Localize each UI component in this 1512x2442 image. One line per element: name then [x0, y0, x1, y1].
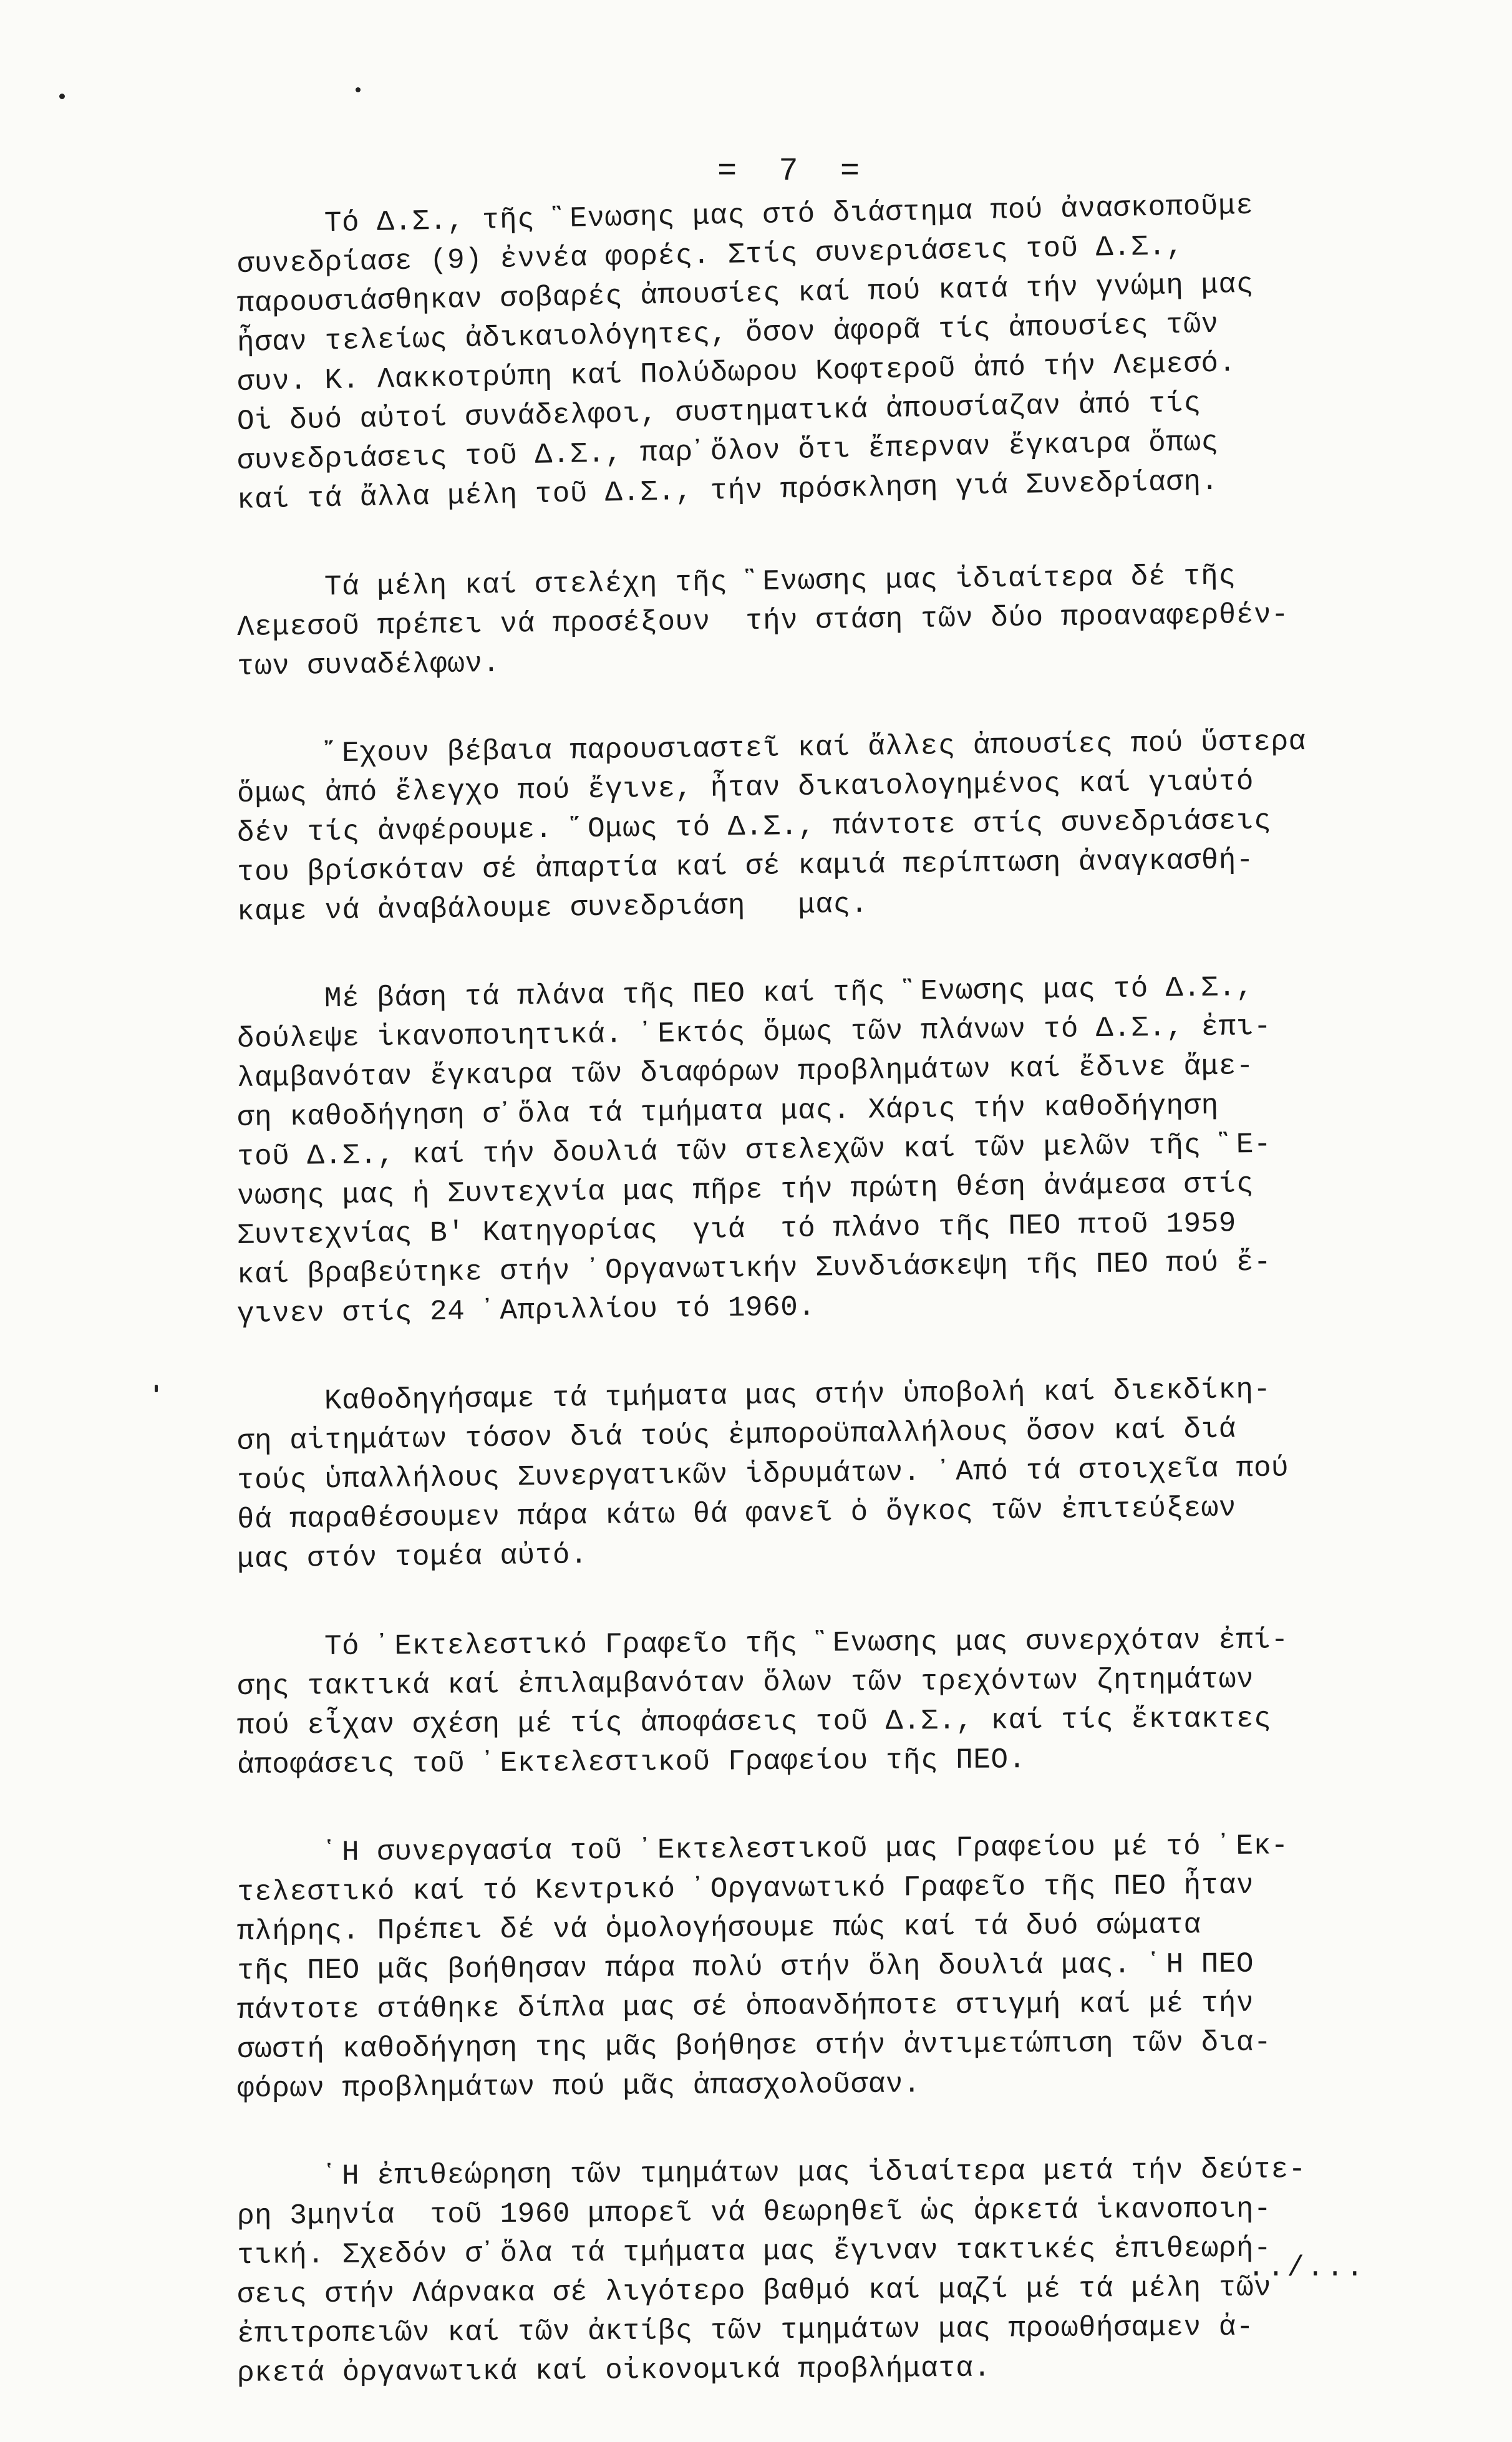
text-line: δούλεψε ἱκανοποιητικά. ᾿Εκτός ὅμως τῶν πλάνων τό Δ.Σ., ἐπι-: [236, 1010, 1272, 1055]
text-line: νωσης μας ἡ Συντεχνία μας πῆρε τήν πρώτη θέση ἀνάμεσα στίς: [236, 1168, 1254, 1213]
text-line: συνεδριάσεις τοῦ Δ.Σ., παρ᾽ὅλον ὅτι ἔπερναν ἔγκαιρα ὅπως: [236, 425, 1219, 477]
text-line: ῾Η ἐπιθεώρηση τῶν τμημάτων μας ἰδιαίτερα μετά τήν δεύτε-: [324, 2153, 1306, 2193]
document-body: [236, 189, 1422, 2442]
text-line: μας στόν τομέα αὐτό.: [236, 1539, 588, 1576]
text-line: συν. Κ. Λακκοτρύπη καί Πολύδωρου Κοφτεροῦ ἀπό τήν Λεμεσό.: [236, 347, 1237, 399]
paragraph-cooperation: [236, 1829, 1422, 2109]
text-line: Τό Δ.Σ., τῆς ῝Ενωσης μας στό διάστημα πού ἀνασκοποῦμε: [324, 189, 1254, 240]
paragraph-board-meetings: [236, 189, 1422, 520]
text-line: καί τά ἄλλα μέλη τοῦ Δ.Σ., τήν πρόσκληση γιά Συνεδρίαση.: [236, 465, 1219, 516]
page-number: = 7 =: [717, 153, 871, 190]
continuation-mark: ../...: [1248, 2252, 1366, 2284]
text-line: καμε νά ἀναβάλουμε συνεδριάση μας.: [236, 888, 869, 928]
text-line: θά παραθέσουμεν πάρα κάτω θά φανεῖ ὁ ὄγκος τῶν ἐπιτεύξεων: [236, 1491, 1237, 1536]
scan-speck: [356, 87, 361, 92]
text-line: Μέ βάση τά πλάνα τῆς ΠΕΟ καί τῆς ῝Ενωσης μας τό Δ.Σ.,: [324, 971, 1254, 1015]
text-line: ῾Η συνεργασία τοῦ ᾿Εκτελεστικοῦ μας Γραφείου μέ τό ᾿Εκ-: [324, 1829, 1289, 1869]
text-line: τική. Σχεδόν σ᾽ὅλα τά τμήματα μας ἔγιναν τακτικές ἐπιθεωρή-: [236, 2232, 1272, 2272]
text-line: ρκετά ὀργανωτικά καί οἰκονομικά προβλήματα.: [236, 2352, 991, 2390]
text-line: ἐπιτροπειῶν καί τῶν ἀκτίβς τῶν τμημάτων μας προωθήσαμεν ἀ-: [236, 2310, 1254, 2350]
text-line: Συντεχνίας Β' Κατηγορίας γιά τό πλάνο τῆς ΠΕΟ πτοῦ 1959: [236, 1207, 1237, 1252]
text-line: καί βραβεύτηκε στήν ᾿Οργανωτικήν Συνδιάσκεψη τῆς ΠΕΟ πού ἔ-: [236, 1246, 1272, 1291]
text-line: τελεστικό καί τό Κεντρικό ᾿Οργανωτικό Γραφεῖο τῆς ΠΕΟ ἦταν: [236, 1869, 1254, 1909]
paragraph-other-absences: [236, 725, 1422, 932]
text-line: πλήρης. Πρέπει δέ νά ὁμολογήσουμε πώς καί τά δυό σώματα: [236, 1909, 1201, 1948]
text-line: ἀποφάσεις τοῦ ᾿Εκτελεστικοῦ Γραφείου τῆς ΠΕΟ.: [236, 1743, 1026, 1781]
scan-speck: [155, 1385, 158, 1392]
text-line: ρη 3μηνία τοῦ 1960 μπορεῖ νά θεωρηθεῖ ὡς ἀρκετά ἱκανοποιη-: [236, 2192, 1272, 2232]
text-line: δέν τίς ἀνφέρουμε. ῞Ομως τό Δ.Σ., πάντοτε στίς συνεδριάσεις: [236, 804, 1272, 850]
text-line: σεις στήν Λάρνακα σέ λιγότερο βαθμό καί μαζί μέ τά μέλη τῶν: [236, 2271, 1272, 2311]
text-line: σης τακτικά καί ἐπιλαμβανόταν ὅλων τῶν τρεχόντων ζητημάτων: [236, 1663, 1254, 1703]
paragraph-demands: [236, 1373, 1422, 1579]
text-line: ση αἰτημάτων τόσον διά τούς ἐμποροϋπαλλήλους ὅσον καί διά: [236, 1413, 1237, 1458]
text-line: πάντοτε στάθηκε δίπλα μας σέ ὁποανδήποτε στιγμή καί μέ τήν: [236, 1987, 1254, 2027]
paragraph-peo-plans: [236, 971, 1422, 1334]
text-line: ῎Εχουν βέβαια παρουσιαστεῖ καί ἄλλες ἀπουσίες πού ὕστερα: [324, 725, 1307, 770]
text-line: συνεδρίασε (9) ἐννέα φορές. Στίς συνεριάσεις τοῦ Δ.Σ.,: [236, 230, 1184, 281]
text-line: παρουσιάσθηκαν σοβαρές ἀπουσίες καί πού κατά τήν γνώμη μας: [236, 268, 1254, 320]
text-line: ση καθοδήγηση σ᾽ὅλα τά τμήματα μας. Χάρις τήν καθοδήγηση: [236, 1089, 1219, 1134]
text-line: λαμβανόταν ἔγκαιρα τῶν διαφόρων προβλημάτων καί ἔδινε ἄμε-: [236, 1050, 1254, 1095]
text-line: Οἱ δυό αὐτοί συνάδελφοι, συστηματικά ἀπουσίαζαν ἀπό τίς: [236, 387, 1201, 438]
text-line: του βρίσκόταν σέ ἀπαρτία καί σέ καμιά περίπτωση ἀναγκασθή-: [236, 844, 1254, 889]
text-line: ἦσαν τελείως ἀδικαιολόγητες, ὅσον ἀφορᾶ τίς ἀπουσίες τῶν: [236, 308, 1219, 359]
text-line: ὅμως ἀπό ἔλεγχο πού ἔγινε, ἦταν δικαιολογημένος καί γιαὐτό: [236, 765, 1254, 810]
scan-speck: [59, 94, 65, 99]
text-line: πού εἶχαν σχέση μέ τίς ἀποφάσεις τοῦ Δ.Σ., καί τίς ἔκτακτες: [236, 1702, 1272, 1742]
text-line: φόρων προβλημάτων πού μᾶς ἀπασχολοῦσαν.: [236, 2068, 921, 2105]
paragraph-inspection: [236, 2153, 1422, 2393]
text-line: τοῦ Δ.Σ., καί τήν δουλιά τῶν στελεχῶν καί τῶν μελῶν τῆς ῝Ε-: [236, 1128, 1272, 1173]
text-line: Λεμεσοῦ πρέπει νά προσέξουν τήν στάση τῶν δύο προαναφερθέν-: [236, 598, 1289, 644]
paragraph-executive-office: [236, 1624, 1422, 1785]
text-line: των συναδέλφων.: [236, 647, 500, 683]
text-line: Τά μέλη καί στελέχη τῆς ῝Ενωσης μας ἰδιαίτερα δέ τῆς: [324, 560, 1236, 604]
paragraph-members-attention: [236, 560, 1422, 687]
text-line: Τό ᾿Εκτελεστικό Γραφεῖο τῆς ῝Ενωσης μας συνερχόταν ἐπί-: [324, 1624, 1289, 1664]
text-line: σωστή καθοδήγηση της μᾶς βοήθησε στήν ἀντιμετώπιση τῶν δια-: [236, 2026, 1272, 2066]
text-line: τῆς ΠΕΟ μᾶς βοήθησαν πάρα πολύ στήν ὅλη δουλιά μας. ῾Η ΠΕΟ: [236, 1947, 1254, 1987]
text-line: γινεν στίς 24 ᾿Απριλλίου τό 1960.: [236, 1291, 816, 1330]
text-line: Καθοδηγήσαμε τά τμήματα μας στήν ὑποβολή καί διεκδίκη-: [324, 1373, 1271, 1418]
text-line: τούς ὑπαλλήλους Συνεργατικῶν ἱδρυμάτων. ᾿Από τά στοιχεῖα πού: [236, 1451, 1289, 1497]
